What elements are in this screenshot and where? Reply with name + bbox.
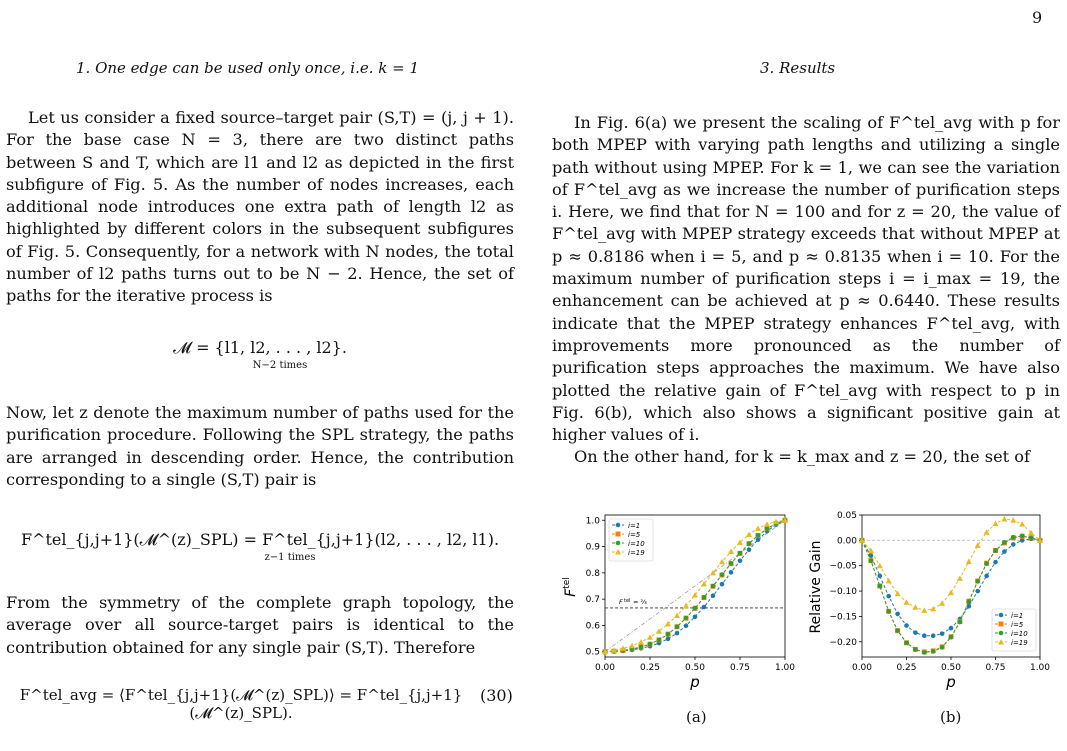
left-para-3-text: From the symmetry of the complete graph topology, the average over all source-target pairs is identical to the contribution obtained for any single pair (S,T). Therefore — [6, 593, 514, 657]
a-point-i-10 — [711, 584, 716, 589]
b-point-i-19 — [930, 606, 936, 612]
b-legend-marker — [999, 613, 1004, 618]
a-point-i-10 — [738, 551, 743, 556]
a-legend-label: i=1 — [628, 522, 641, 530]
a-legend-label: i=5 — [628, 531, 641, 539]
a-point-i-10 — [756, 533, 761, 538]
b-point-i-19 — [1010, 517, 1016, 523]
a-point-i-1 — [711, 593, 716, 598]
figure-6a — [555, 505, 795, 704]
equation-spl — [6, 530, 514, 563]
b-legend-label: i=1 — [1011, 612, 1024, 620]
b-point-i-19 — [957, 575, 963, 581]
a-point-i-10 — [675, 624, 680, 629]
left-paragraph-1 — [6, 107, 514, 308]
figure-6b — [800, 505, 1050, 704]
b-legend-marker — [999, 631, 1004, 636]
a-point-i-10 — [684, 616, 689, 621]
a-point-i-10 — [765, 526, 770, 531]
a-ytick-label: 0.7 — [585, 595, 600, 606]
right-para-2-text: On the other hand, for k = k_max and z = 20, the set of — [574, 447, 1031, 467]
b-point-i-1 — [922, 633, 927, 638]
a-ytick-label: 0.6 — [585, 621, 600, 632]
a-point-i-1 — [729, 570, 734, 575]
b-point-i-1 — [949, 626, 954, 631]
left-para-2-text: Now, let z denote the maximum number of paths used for the purification procedure. Following the SPL strategy, the paths are arranged in descending order. Hence, the contribution corresponding to a single (S,T) pair is — [6, 403, 514, 489]
b-xlabel: p — [946, 673, 956, 691]
a-point-i-19 — [728, 549, 734, 555]
b-point-i-1 — [895, 612, 900, 617]
b-ytick-label: −0.10 — [829, 587, 857, 598]
b-point-i-10 — [1020, 533, 1025, 538]
a-ylabel: $F^{tel}$ — [562, 577, 579, 597]
b-point-i-10 — [1029, 536, 1034, 541]
a-xtick-label: 0.75 — [729, 663, 751, 673]
a-point-i-1 — [756, 537, 761, 542]
right-para-1-text: In Fig. 6(a) we present the scaling of F^tel_avg with p for both MPEP with varying path lengths and utilizing a single path without using MPEP. For k = 1, we can see the variation of F^tel_avg as we increase the number of purification steps i. Here, we find that for N = 100 and for z = 20, the value of F^tel_avg with MPEP strategy exceeds that without MPEP at p ≈ 0.8186 when i = 5, and p ≈ 0.8135 when i = 10. For the maximum number of purification steps i = i_max = 19, the enhancement can be achieved at p ≈ 0.6440. These results indicate that the MPEP strategy enhances F^tel_avg, with improvements more pronounced as the number of purification steps approaches the maximum. We have also plotted the relative gain of F^tel_avg with respect to p in Fig. 6(b), which also shows a significant positive gain at higher values of i. — [552, 113, 1060, 445]
a-point-i-19 — [755, 525, 761, 531]
b-ytick-label: −0.05 — [829, 561, 857, 572]
a-xtick-label: 1.00 — [774, 663, 795, 673]
b-legend-label: i=19 — [1011, 639, 1028, 647]
a-xtick-label: 0.00 — [594, 663, 616, 673]
b-point-i-10 — [913, 647, 918, 652]
b-point-i-10 — [958, 620, 963, 625]
b-xtick-label: 1.00 — [1029, 663, 1050, 673]
a-point-i-1 — [702, 605, 707, 610]
a-legend-label: i=10 — [628, 540, 645, 548]
equation-m — [6, 338, 514, 371]
b-point-i-10 — [975, 579, 980, 584]
b-point-i-19 — [966, 559, 972, 565]
b-point-i-1 — [878, 574, 883, 579]
right-section-title: 3. Results — [760, 59, 836, 77]
left-section-title: 1. One edge can be used only once, i.e. k = 1 — [76, 59, 419, 77]
b-point-i-10 — [931, 649, 936, 654]
a-hline-label-eq: = ⅔ — [633, 597, 647, 606]
a-point-i-19 — [683, 603, 689, 609]
left-paragraph-2 — [6, 402, 514, 491]
b-point-i-10 — [895, 628, 900, 633]
a-point-i-19 — [746, 531, 752, 537]
b-ytick-label: −0.15 — [829, 612, 857, 623]
a-legend-marker — [616, 532, 621, 537]
b-point-i-10 — [878, 584, 883, 589]
b-point-i-19 — [904, 599, 910, 605]
b-point-i-19 — [877, 563, 883, 569]
equation-30-text: F^tel_avg = ⟨F^tel_{j,j+1}(𝓜^(z)_SPL)⟩ = F^tel_{j,j+1}(𝓜^(z)_SPL). — [19, 686, 463, 722]
a-point-i-1 — [675, 631, 680, 636]
a-point-i-10 — [747, 541, 752, 546]
a-point-i-19 — [638, 639, 644, 645]
b-point-i-10 — [949, 635, 954, 640]
b-xtick-label: 0.00 — [851, 663, 873, 673]
b-legend-marker — [999, 622, 1004, 627]
a-point-i-10 — [657, 638, 662, 643]
b-point-i-1 — [913, 630, 918, 635]
a-point-i-19 — [647, 634, 653, 640]
b-ytick-label: −0.20 — [829, 637, 857, 648]
b-point-i-10 — [869, 558, 874, 563]
figure-6a-caption: (a) — [686, 708, 707, 726]
b-point-i-1 — [931, 633, 936, 638]
a-hline-label-sup: tel — [624, 597, 631, 604]
a-point-i-19 — [665, 621, 671, 627]
b-xtick-label: 0.75 — [985, 663, 1006, 673]
a-xtick-label: 0.50 — [684, 663, 706, 673]
figure-6b-plot — [800, 505, 1050, 700]
a-point-i-1 — [693, 614, 698, 619]
figure-6b-caption: (b) — [940, 708, 962, 726]
b-point-i-1 — [886, 594, 891, 599]
b-point-i-10 — [984, 561, 989, 566]
a-hline-label: F — [619, 597, 623, 606]
b-point-i-19 — [912, 604, 918, 610]
b-point-i-10 — [904, 641, 909, 646]
a-point-i-10 — [639, 645, 644, 650]
b-point-i-19 — [1019, 521, 1025, 527]
b-point-i-10 — [1002, 540, 1007, 545]
b-point-i-19 — [921, 607, 927, 613]
b-point-i-1 — [1002, 549, 1007, 554]
a-point-i-10 — [666, 632, 671, 637]
figure-6a-plot — [555, 505, 795, 700]
a-point-i-10 — [720, 572, 725, 577]
b-ytick-label: 0.05 — [836, 511, 857, 521]
b-point-i-1 — [1011, 542, 1016, 547]
a-xtick-label: 0.25 — [639, 663, 661, 673]
a-ytick-label: 1.0 — [585, 516, 600, 527]
left-para-1-text: Let us consider a fixed source–target pair (S,T) = (j, j + 1). For the base case N = 3, there are two distinct paths between S and T, which are l1 and l2 as depicted in the first subfigure of Fig. 5. As the number of nodes increases, each additional node introduces one extra path of length l2 as highlighted by different colors in the subsequent subfigures of Fig. 5. Consequently, for a network with N nodes, the total number of l2 paths turns out to be N − 2. Hence, the set of paths for the iterative process is — [6, 108, 514, 306]
a-point-i-10 — [729, 561, 734, 566]
b-point-i-10 — [967, 599, 972, 604]
b-point-i-10 — [886, 609, 891, 614]
a-ytick-label: 0.5 — [585, 647, 600, 658]
a-point-i-1 — [684, 623, 689, 628]
a-point-i-1 — [738, 558, 743, 563]
b-legend-label: i=10 — [1011, 630, 1028, 638]
b-point-i-10 — [1011, 535, 1016, 540]
b-xtick-label: 0.25 — [896, 663, 917, 673]
b-ylabel: Relative Gain — [808, 540, 824, 634]
equation-spl-underbrace: z−1 times — [264, 552, 316, 563]
b-point-i-1 — [904, 623, 909, 628]
b-xtick-label: 0.50 — [940, 663, 962, 673]
a-legend-marker — [616, 523, 621, 528]
a-point-i-10 — [648, 642, 653, 647]
a-point-i-1 — [666, 637, 671, 642]
b-ytick-label: 0.00 — [836, 536, 857, 547]
a-legend-label: i=19 — [628, 549, 645, 557]
a-point-i-19 — [629, 643, 635, 649]
b-point-i-1 — [975, 589, 980, 594]
equation-m-text: 𝓜 = {l1, l2, . . . , l2}. — [173, 338, 347, 357]
left-paragraph-3 — [6, 592, 514, 659]
a-point-i-19 — [764, 521, 770, 527]
page-number: 9 — [1032, 8, 1043, 27]
b-point-i-19 — [993, 521, 999, 527]
b-point-i-1 — [984, 574, 989, 579]
b-point-i-19 — [886, 578, 892, 584]
equation-30 — [6, 686, 476, 722]
b-point-i-10 — [922, 650, 927, 655]
right-paragraph-1 — [552, 112, 1060, 469]
b-point-i-1 — [993, 560, 998, 565]
b-point-i-19 — [975, 542, 981, 548]
a-point-i-1 — [720, 582, 725, 587]
equation-30-number: (30) — [480, 686, 513, 705]
b-point-i-19 — [1001, 516, 1007, 522]
b-point-i-1 — [940, 631, 945, 636]
a-point-i-10 — [702, 595, 707, 600]
a-ytick-label: 0.9 — [585, 542, 600, 553]
b-point-i-10 — [993, 548, 998, 553]
b-legend-label: i=5 — [1011, 621, 1024, 629]
b-point-i-10 — [940, 645, 945, 650]
b-point-i-19 — [948, 590, 954, 596]
a-xlabel: p — [690, 673, 700, 691]
equation-m-underbrace: N−2 times — [252, 360, 308, 371]
a-point-i-10 — [693, 606, 698, 611]
a-ytick-label: 0.8 — [585, 568, 600, 579]
b-point-i-19 — [939, 600, 945, 606]
a-legend-marker — [616, 541, 621, 546]
a-point-i-1 — [747, 547, 752, 552]
equation-spl-text: F^tel_{j,j+1}(𝓜^(z)_SPL) = F^tel_{j,j+1}(l2, . . . , l2, l1). — [20, 530, 500, 549]
